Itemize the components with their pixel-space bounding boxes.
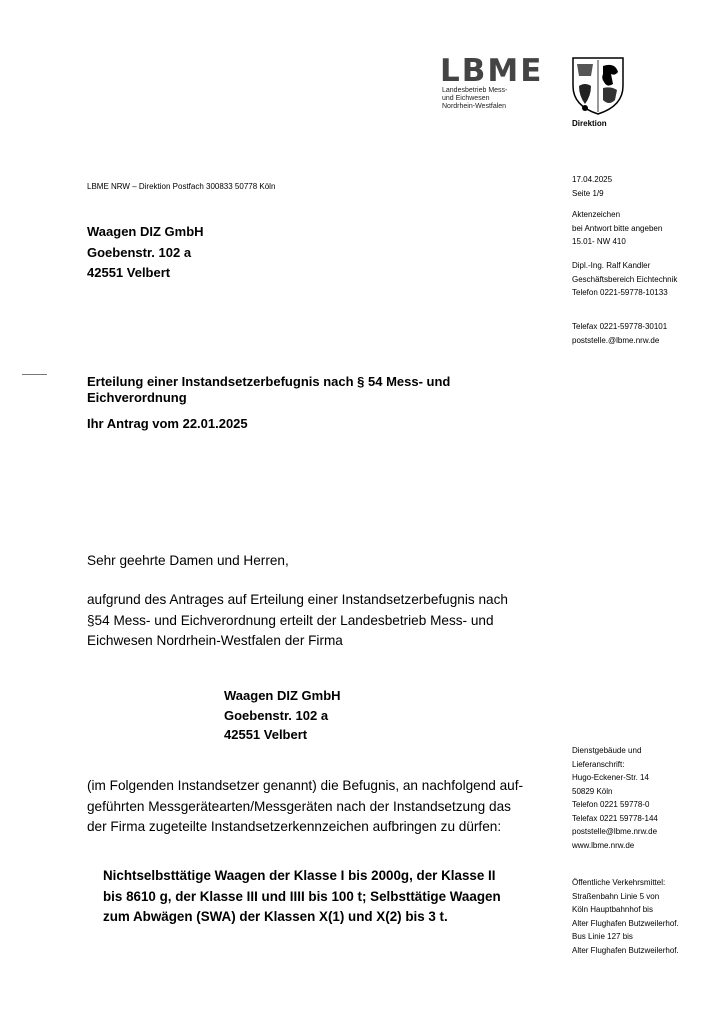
- transport-line: Straßenbahn Linie 5 von: [572, 891, 660, 901]
- contact-phone: Telefon 0221-59778-10133: [572, 288, 668, 297]
- contact-email: poststelle.@lbme.nrw.de: [572, 335, 660, 345]
- office-line: poststelle@lbme.nrw.de: [572, 827, 658, 836]
- recipient-address: [87, 222, 204, 284]
- scope-line: bis 8610 g, der Klasse III und IIII bis 100 t; Selbsttätige Waagen: [103, 888, 501, 904]
- nrw-crest-icon: [571, 56, 625, 116]
- transport-line: Alter Flughafen Butzweilerhof.: [572, 918, 679, 928]
- lbme-logo-subtitle: [442, 87, 507, 111]
- authorization-scope: [103, 866, 543, 928]
- recipient-name: Waagen DIZ GmbH: [87, 224, 204, 239]
- department-label: Direktion: [572, 119, 607, 128]
- paragraph-line: der Firma zugeteilte Instandsetzerkennzeichen aufbringen zu dürfen:: [87, 819, 502, 834]
- company-street: Goebenstr. 102 a: [224, 707, 329, 723]
- salutation: Sehr geehrte Damen und Herren,: [87, 553, 289, 568]
- application-reference: Ihr Antrag vom 22.01.2025: [87, 416, 248, 431]
- paragraph-line: §54 Mess- und Eichverordnung erteilt der Landesbetrieb Mess- und: [87, 612, 494, 628]
- transport-line: Alter Flughafen Butzweilerhof.: [572, 945, 679, 955]
- company-address: [224, 686, 341, 745]
- company-name: Waagen DIZ GmbH: [224, 688, 341, 703]
- paragraph-line: Eichwesen Nordrhein-Westfalen der Firma: [87, 633, 343, 648]
- sender-line: LBME NRW – Direktion Postfach 300833 50778 Köln: [87, 182, 276, 191]
- fold-mark: [22, 374, 47, 375]
- page-number: Seite 1/9: [572, 188, 604, 198]
- company-city: 42551 Velbert: [224, 727, 308, 742]
- reference-hint: bei Antwort bitte angeben: [572, 223, 663, 233]
- paragraph-line: aufgrund des Antrages auf Erteilung einer Instandsetzerbefugnis nach: [87, 592, 508, 607]
- office-line: Dienstgebäude und: [572, 746, 642, 755]
- recipient-street: Goebenstr. 102 a: [87, 244, 192, 260]
- lbme-logo-wordmark: LBME: [440, 53, 544, 89]
- paragraph-1: [87, 590, 557, 652]
- letter-subject: Erteilung einer Instandsetzerbefugnis nach § 54 Mess- und Eichverordnung: [87, 374, 451, 405]
- contact-fax: Telefax 0221-59778-30101: [572, 322, 668, 331]
- transport-line: Öffentliche Verkehrsmittel:: [572, 878, 666, 887]
- logo-subtitle-line: und Eichwesen: [442, 95, 490, 102]
- office-line: www.lbme.nrw.de: [572, 840, 635, 850]
- scope-line: zum Abwägen (SWA) der Klassen X(1) und X(2) bis 3 t.: [103, 909, 448, 924]
- contact-department: Geschäftsbereich Eichtechnik: [572, 274, 678, 284]
- paragraph-line: geführten Messgerätearten/Messgeräten nach der Instandsetzung das: [87, 798, 511, 814]
- letter-meta: [572, 173, 612, 200]
- logo-subtitle-line: Landesbetrieb Mess-: [442, 87, 508, 94]
- paragraph-2: [87, 776, 557, 838]
- transport-line: Köln Hauptbahnhof bis: [572, 905, 653, 914]
- contact-fax-block: [572, 320, 667, 347]
- reference-number: 15.01- NW 410: [572, 237, 626, 246]
- recipient-city: 42551 Velbert: [87, 265, 171, 280]
- contact-name: Dipl.-Ing. Ralf Kandler: [572, 261, 651, 270]
- transport-line: Bus Linie 127 bis: [572, 932, 633, 941]
- office-line: Telefax 0221 59778-144: [572, 813, 658, 823]
- logo-subtitle-line: Nordrhein-Westfalen: [442, 103, 507, 110]
- office-line: Telefon 0221 59778-0: [572, 800, 650, 809]
- reference-label: Aktenzeichen: [572, 210, 621, 219]
- office-line: 50829 Köln: [572, 786, 613, 796]
- reference-block: [572, 208, 662, 249]
- letter-date: 17.04.2025: [572, 175, 613, 184]
- public-transport-block: [572, 876, 679, 957]
- office-line: Lieferanschrift:: [572, 759, 625, 769]
- office-address-block: [572, 744, 658, 852]
- paragraph-line: (im Folgenden Instandsetzer genannt) die Befugnis, an nachfolgend auf-: [87, 778, 524, 793]
- office-line: Hugo-Eckener-Str. 14: [572, 773, 649, 782]
- scope-line: Nichtselbsttätige Waagen der Klasse I bis 2000g, der Klasse II: [103, 868, 496, 883]
- contact-block: [572, 259, 677, 300]
